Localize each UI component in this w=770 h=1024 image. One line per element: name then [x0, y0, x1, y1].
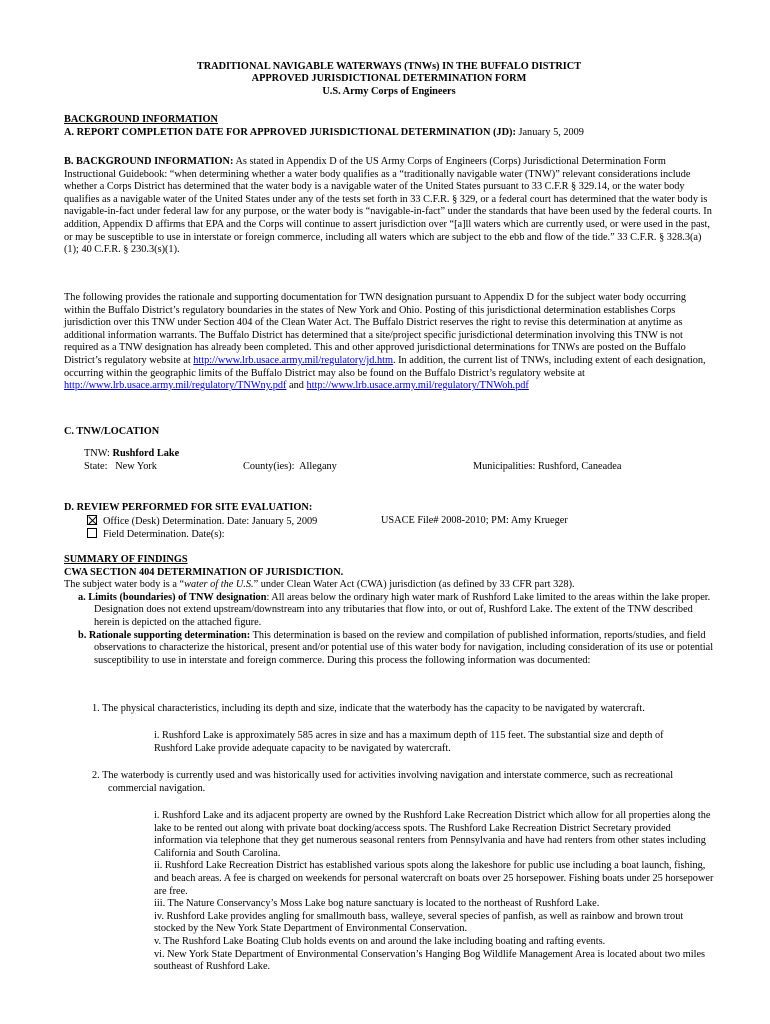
item-2-v: v. The Rushford Lake Boating Club holds events on and around the lake including boating and rafting events.	[154, 935, 606, 947]
field-determination-checkbox[interactable]	[87, 528, 97, 538]
rationale-support-paragraph	[64, 630, 714, 668]
cwa-heading: CWA SECTION 404 DETERMINATION OF JURISDICTION.	[64, 566, 344, 578]
limits-paragraph	[64, 592, 714, 630]
rationale-support-text: This determination is based on the review and compilation of published information, reports/studies, and field observations to characterize the historical, present and/or potential use of this water body for navigation, including consideration of its use or potential susceptibility to use in interstate and foreign commerce. During this process the following information was documented:	[94, 629, 714, 666]
item-1-i: i. Rushford Lake is approximately 585 acres in size and has a maximum depth of 115 feet. The substantial size and depth of Rushford Lake provide adequate capacity to be navigated by watercraft.	[154, 730, 664, 754]
review-heading-text: D. REVIEW PERFORMED FOR SITE EVALUATION:	[64, 502, 313, 513]
intro-pre: The subject water body is a “	[64, 579, 185, 591]
background-info-text: As stated in Appendix D of the US Army Corps of Engineers (Corps) Jurisdictional Determination Form Instructional Guidebook: “when determining whether a water body qualifies as a “traditionally navigable water (TNW)” relevant considerations include whether a Corps District has determined that the water body is a navigable water of the United States pursuant to 33 C.F.R § 329.14, or the water body qualifies as a navigable water of the United States under any of the tests set forth in 33 C.F.R. § 329, or a federal court has determined that the water body is navigable-in-fact under federal law for any purpose, or the water body is “navigable-in-fact” under the standards that have been used by the federal courts. In addition, Appendix D affirms that EPA and the Corps will continue to assert jurisdiction over “[a]ll waters which are currently used, or were used in the past, or may be susceptible to use in interstate or foreign commerce, including all waters which are subject to the ebb and flow of the tide.” 33 C.F.R. § 328.3(a)(1); 40 C.F.R. § 230.3(s)(1).	[64, 156, 712, 256]
tnw-label: TNW:	[84, 448, 110, 459]
usace-file-text: USACE File# 2008-2010; PM: Amy Krueger	[381, 515, 568, 526]
summary-section	[64, 554, 714, 667]
rationale-and: and	[289, 380, 304, 392]
document-header	[64, 61, 714, 98]
county-field	[243, 461, 337, 474]
background-info-paragraph	[64, 156, 714, 257]
item-2-details	[154, 810, 714, 974]
item-2-iv: iv. Rushford Lake provides angling for smallmouth bass, walleye, several species of panfish, as well as rainbow and brown trout stocked by the New York State Department of Environmental Conservation.	[154, 910, 684, 935]
intro-italic: water of the U.S.	[184, 579, 254, 591]
background-info-label: B. BACKGROUND INFORMATION:	[64, 156, 234, 167]
item-1: 1. The physical characteristics, including its depth and size, indicate that the waterbody has the capacity to be navigated by watercraft.	[92, 703, 645, 714]
jd-link[interactable]: http://www.lrb.usace.army.mil/regulatory/jd.htm	[193, 354, 393, 366]
item-2-vi: vi. New York State Department of Environmental Conservation’s Hanging Bog Wildlife Management Area is located about two miles southeast of Rushford Lake.	[154, 948, 706, 973]
item-2-i: i. Rushford Lake and its adjacent property are owned by the Rushford Lake Recreation District which allow for all properties along the lake to be rented out along with private boat docking/access spots. The Rushford Lake Recreation District Secretary provided information via telephone that they get numerous seasonal renters from Pennsylvania and have had renters from other states including California and South Carolina.	[154, 810, 711, 859]
item-2: 2. The waterbody is currently used and was historically used for activities involving navigation and interstate commerce, such as recreational commercial navigation.	[92, 770, 674, 794]
tnw-oh-link[interactable]: http://www.lrb.usace.army.mil/regulatory/TNWoh.pdf	[306, 380, 529, 392]
office-determination-checkbox[interactable]	[87, 515, 97, 525]
background-heading: BACKGROUND INFORMATION	[64, 114, 218, 125]
rationale-text-2: . In addition, the current list of TNWs, including extent of each designation, occurring within the geographic limits of the Buffalo District may also be found on the Buffalo District’s regulatory website at	[64, 354, 706, 379]
report-date-value: January 5, 2009	[518, 126, 584, 138]
limits-label: a. Limits (boundaries) of TNW designation	[78, 591, 267, 603]
rationale-support-label: b. Rationale supporting determination:	[78, 629, 251, 641]
location-heading	[64, 426, 714, 439]
rationale-paragraph	[64, 292, 714, 393]
tnw-ny-link[interactable]: http://www.lrb.usace.army.mil/regulatory/TNWny.pdf	[64, 380, 287, 392]
municipality-value: Rushford, Caneadea	[537, 461, 622, 472]
location-heading-text: C. TNW/LOCATION	[64, 426, 160, 437]
rationale-text-1: The following provides the rationale and supporting documentation for TWN designation pursuant to Appendix D for the subject water body occurring within the Buffalo District’s regulatory boundaries in the states of New York and Ohio. Posting of this jurisdictional determination establishes Corps jurisdiction over this TNW under Section 404 of the Clean Water Act. The Buffalo District reserves the right to revise this determination at anytime as additional information warrants. The Buffalo District has determined that a site/project specific jurisdictional determination involving this TNW is not required as a TNW designation has already been completed. This and other approved jurisdictional determinations for TNWs are posted on the Buffalo District’s regulatory website at	[64, 292, 687, 366]
office-determination-row	[87, 515, 317, 529]
header-line-2: APPROVED JURISDICTIONAL DETERMINATION FORM	[251, 73, 527, 85]
item-2-ii: ii. Rushford Lake Recreation District has established various spots along the lakeshore for public use including a boat launch, fishing, and beach areas. A fee is charged on weekends for personal watercraft on boats over 25 horsepower. Fishing boats under 25 horsepower are free.	[154, 860, 714, 897]
header-line-3: U.S. Army Corps of Engineers	[322, 85, 456, 97]
field-determination-label: Field Determination. Date(s):	[103, 529, 225, 540]
municipality-label: Municipalities:	[473, 461, 536, 472]
county-value: Allegany	[299, 461, 337, 472]
report-date-line	[64, 127, 714, 140]
office-determination-label: Office (Desk) Determination. Date: January 5, 2009	[103, 516, 318, 527]
review-heading	[64, 502, 714, 515]
field-determination-row	[87, 528, 225, 542]
item-2-iii: iii. The Nature Conservancy’s Moss Lake bog nature sanctuary is located to the northeast of Rushford Lake.	[154, 898, 600, 910]
background-section	[64, 114, 714, 139]
report-date-label: A. REPORT COMPLETION DATE FOR APPROVED JURISDICTIONAL DETERMINATION (JD):	[64, 126, 516, 138]
state-label: State:	[84, 461, 108, 472]
state-field	[84, 461, 157, 474]
state-value: New York	[115, 461, 157, 472]
limits-text: : All areas below the ordinary high water mark of Rushford Lake limited to the areas within the lake proper. Designation does not extend upstream/downstream into any tributaries that flow into, or out of, Rushford Lake. The extent of the TNW described herein is depicted on the attached figure.	[94, 591, 711, 628]
summary-heading: SUMMARY OF FINDINGS	[64, 554, 188, 565]
municipality-field	[473, 461, 621, 474]
tnw-line	[84, 448, 179, 461]
intro-post: ” under Clean Water Act (CWA) jurisdiction (as defined by 33 CFR part 328).	[253, 579, 575, 591]
tnw-value: Rushford Lake	[112, 448, 180, 459]
header-line-1: TRADITIONAL NAVIGABLE WATERWAYS (TNWs) IN THE BUFFALO DISTRICT	[196, 61, 582, 72]
summary-intro	[64, 579, 714, 592]
county-label: County(ies):	[243, 461, 295, 472]
